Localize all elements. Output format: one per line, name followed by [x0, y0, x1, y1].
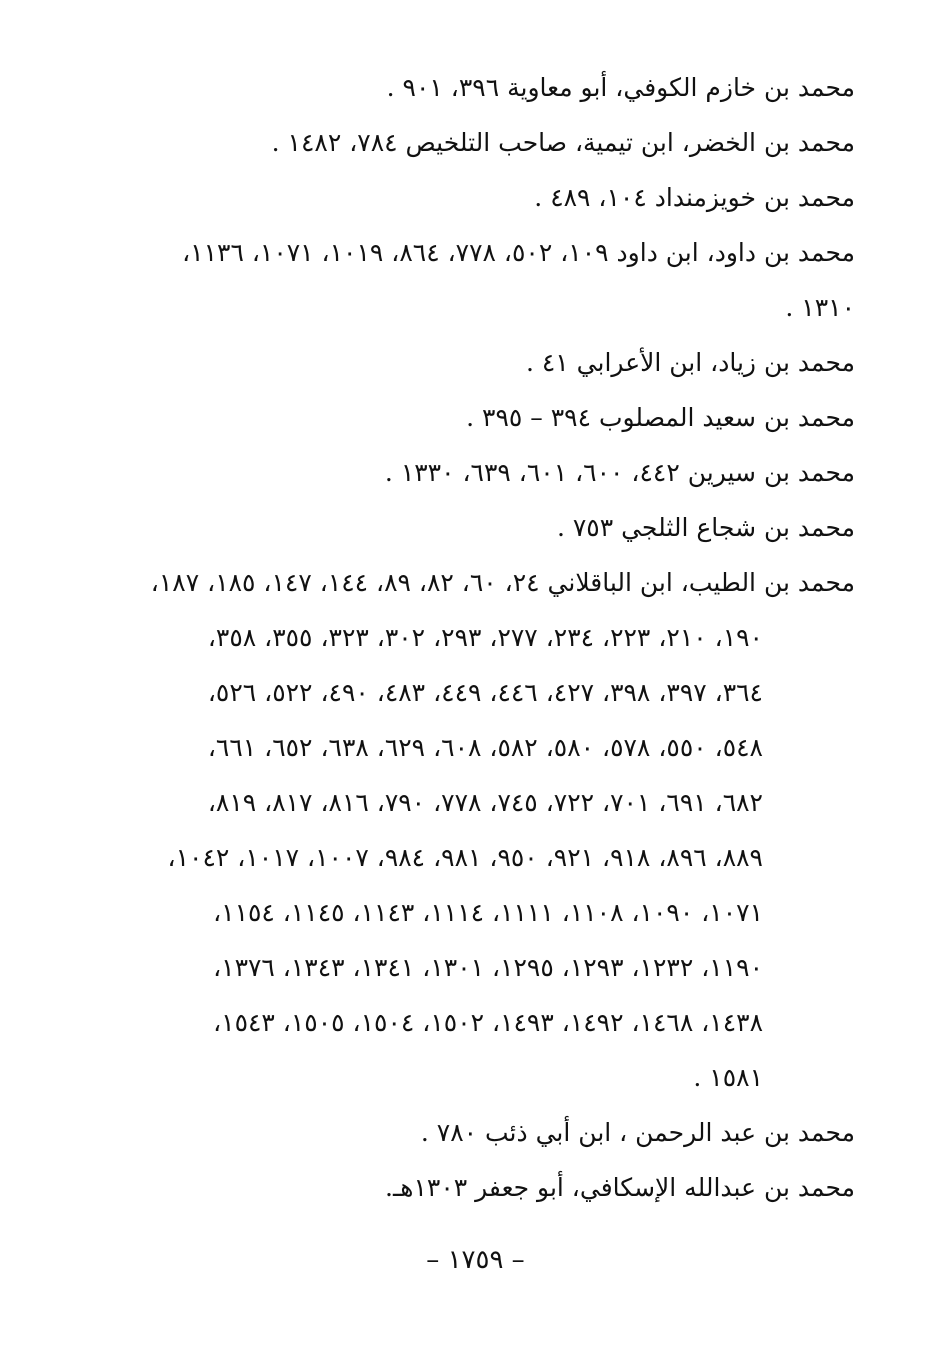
index-entry-line: محمد بن عبد الرحمن ، ابن أبي ذئب ٧٨٠ . — [420, 1118, 855, 1147]
index-entry-line: محمد بن شجاع الثلجي ٧٥٣ . — [556, 513, 855, 542]
index-entry-line: محمد بن سعيد المصلوب ٣٩٤ – ٣٩٥ . — [466, 403, 855, 432]
index-continuation-line: ٦٨٢، ٦٩١، ٧٠١، ٧٢٢، ٧٤٥، ٧٧٨، ٧٩٠، ٨١٦، ٨١٧، ٨١٩، — [207, 788, 763, 817]
index-continuation-line: ١٠٧١، ١٠٩٠، ١١٠٨، ١١١١، ١١١٤، ١١٤٣، ١١٤٥، ١١٥٤، — [213, 898, 763, 927]
index-entry-line: محمد بن الخضر، ابن تيمية، صاحب التلخيص ٧٨٤، ١٤٨٢ . — [271, 128, 855, 157]
index-entry-line: محمد بن الطيب، ابن الباقلاني ٢٤، ٦٠، ٨٢، ٨٩، ١٤٤، ١٤٧، ١٨٥، ١٨٧، — [150, 568, 855, 597]
index-entry-line: محمد بن عبدالله الإسكافي، أبو جعفر ١٣٠٣هـ. — [385, 1173, 855, 1202]
index-continuation-line: ٣٦٤، ٣٩٧، ٣٩٨، ٤٢٧، ٤٤٦، ٤٤٩، ٤٨٣، ٤٩٠، ٥٢٢، ٥٢٦، — [207, 678, 763, 707]
index-continuation-line: ١١٩٠، ١٢٣٢، ١٢٩٣، ١٢٩٥، ١٣٠١، ١٣٤١، ١٣٤٣، ١٣٧٦، — [213, 953, 763, 982]
page-number: – ١٧٥٩ – — [426, 1245, 525, 1275]
index-continuation-line: ١٥٨١ . — [693, 1063, 763, 1092]
index-entry-line: ١٣١٠ . — [785, 293, 855, 322]
index-entry-line: محمد بن زياد، ابن الأعرابي ٤١ . — [525, 348, 855, 377]
index-continuation-line: ١٤٣٨، ١٤٦٨، ١٤٩٢، ١٤٩٣، ١٥٠٢، ١٥٠٤، ١٥٠٥، ١٥٤٣، — [213, 1008, 763, 1037]
index-continuation-line: ٨٨٩، ٨٩٦، ٩١٨، ٩٢١، ٩٥٠، ٩٨١، ٩٨٤، ١٠٠٧، ١٠١٧، ١٠٤٢، — [167, 843, 763, 872]
index-entry-line: محمد بن خويزمنداد ١٠٤، ٤٨٩ . — [534, 183, 855, 212]
index-entry-line: محمد بن داود، ابن داود ١٠٩، ٥٠٢، ٧٧٨، ٨٦٤، ١٠١٩، ١٠٧١، ١١٣٦، — [182, 238, 855, 267]
index-continuation-line: ٥٤٨، ٥٥٠، ٥٧٨، ٥٨٠، ٥٨٢، ٦٠٨، ٦٢٩، ٦٣٨، ٦٥٢، ٦٦١، — [207, 733, 763, 762]
index-entry-line: محمد بن سيرين ٤٤٢، ٦٠٠، ٦٠١، ٦٣٩، ١٣٣٠ . — [384, 458, 855, 487]
index-entry-line: محمد بن خازم الكوفي، أبو معاوية ٣٩٦، ٩٠١ . — [386, 73, 855, 102]
index-continuation-line: ١٩٠، ٢١٠، ٢٢٣، ٢٣٤، ٢٧٧، ٢٩٣، ٣٠٢، ٣٢٣، ٣٥٥، ٣٥٨، — [207, 623, 763, 652]
name-index-list — [130, 60, 855, 1215]
